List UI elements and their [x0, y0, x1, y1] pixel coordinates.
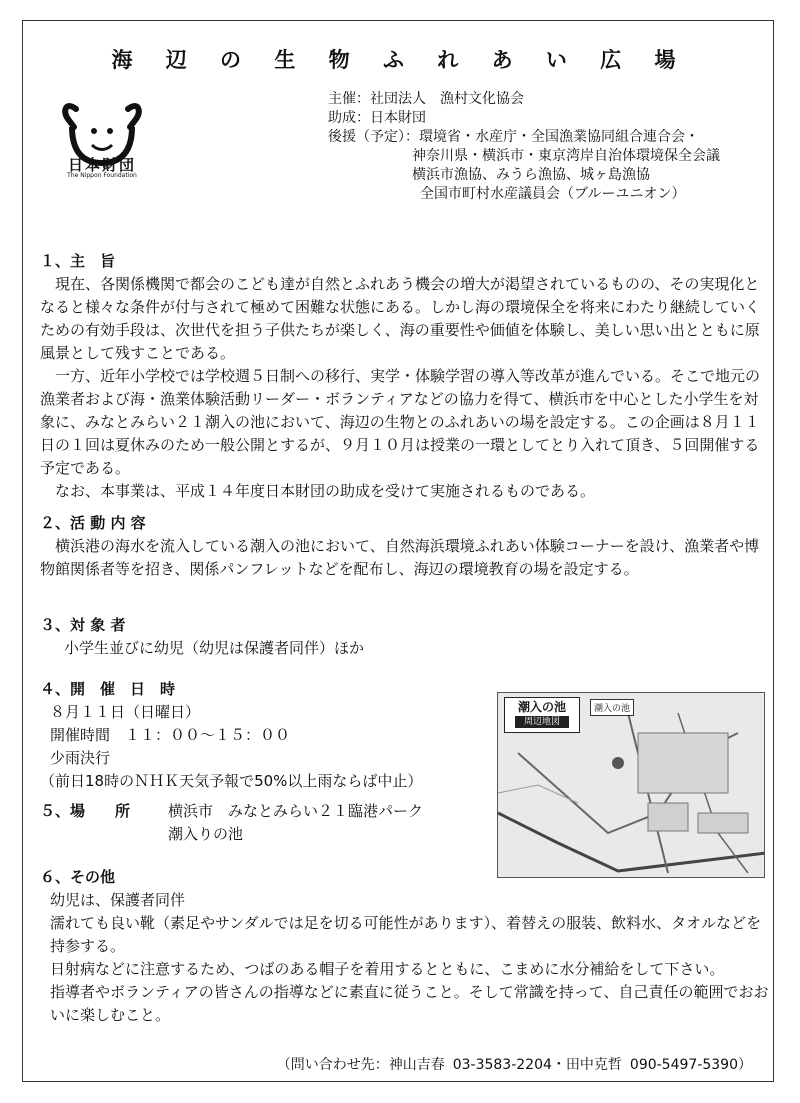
grant-line: 助成：日本財団 — [328, 110, 426, 126]
section-target — [40, 614, 770, 660]
map-subtitle: 周辺地図 — [515, 716, 569, 728]
other-item: 指導者やボランティアの皆さんの指導などに素直に従うこと。そして常識を持って、自己責任の範囲でおおいに楽しむこと。 — [50, 983, 769, 1024]
section-heading: １、主 旨 — [40, 252, 116, 270]
logo-name: 日本財団 — [67, 156, 136, 174]
paragraph: 横浜港の海水を流入している潮入の池において、自然海浜環境ふれあい体験コーナーを設け、漁業者や博物館関係者等を招き、関係パンフレットなどを配布し、海辺の環境教育の場を設定する。 — [40, 537, 760, 578]
map-title-box — [504, 697, 580, 733]
section-activity — [40, 512, 770, 581]
section-other — [40, 866, 770, 1027]
paragraph: 一方、近年小学校では学校週５日制への移行、実学・体験学習の導入等改革が進んでいる。そこで地元の漁業者および海・漁業体験活動リーダー・ボランティアなどの協力を得て、横浜市を中心とした小学生を対象に、みなとみらい２１潮入の池において、海辺の生物とのふれあいの場を設定する。この企画は８月１１日の１回は夏休みのため一般公開とするが、９月１０月は授業の一環としてとり入れて頂き、５回開催する予定である。 — [40, 367, 761, 477]
paragraph: なお、本事業は、平成１４年度日本財団の助成を受けて実施されるものである。 — [55, 482, 596, 500]
organizer-block — [328, 90, 720, 204]
contact-label: （問い合わせ先：神山吉春 — [276, 1057, 445, 1073]
place-line-1: 横浜市 みなとみらい２１臨港パーク — [168, 802, 424, 820]
support-line-1: 後援（予定）：環境省・水産庁・全国漁業協同組合連合会・ — [328, 129, 699, 145]
map-label: 潮入の池 — [590, 699, 634, 716]
contact-phone-2: 090-5497-5390） — [629, 1057, 752, 1073]
target-text: 小学生並びに幼児（幼児は保護者同伴）ほか — [64, 639, 365, 657]
section-heading: ５、場 所 — [40, 802, 131, 820]
other-item: 幼児は、保護者同伴 — [50, 891, 186, 909]
support-line-3: 横浜市漁協、みうら漁協、城ヶ島漁協 — [412, 167, 650, 183]
contact-footer — [269, 1054, 752, 1074]
rain-policy: 少雨決行 — [50, 749, 111, 767]
cancel-note: （前日18時のＮＨＫ天気予報で50%以上雨ならば中止） — [40, 772, 423, 790]
section-heading: ４、開 催 日 時 — [40, 680, 176, 698]
section-heading: ２、活 動 内 容 — [40, 514, 146, 532]
host-line: 主催：社団法人 漁村文化協会 — [328, 91, 524, 107]
section-heading: ６、その他 — [40, 868, 116, 886]
paragraph: 現在、各関係機関で都会のこども達が自然とふれあう機会の増大が渇望されているものの、その実現化となると様々な条件が付与されて極めて困難な状態にある。しかし海の環境保全を将来にわたり継続していくための有効手段は、次世代を担う子供たちが楽しく、海の重要性や価値を体験し、美しい思い出とともに原風景として残すことである。 — [40, 275, 761, 362]
support-line-4: 全国市町村水産議員会（ブルーユニオン） — [420, 186, 686, 202]
section-datetime — [40, 678, 490, 793]
logo-subtitle: The Nippon Foundation — [67, 172, 137, 179]
page-title: 海 辺 の 生 物 ふ れ あ い 広 場 — [111, 48, 689, 72]
contact-phone-1: 03-3583-2204・田中克哲 — [452, 1057, 622, 1073]
area-map — [497, 692, 765, 878]
other-item: 濡れても良い靴（素足やサンダルでは足を切る可能性があります）、着替えの服装、飲料水、タオルなどを持参する。 — [50, 914, 762, 955]
map-title: 潮入の池 — [517, 700, 566, 714]
place-line-2: 潮入りの池 — [168, 825, 244, 843]
section-heading: ３、対 象 者 — [40, 616, 126, 634]
event-time: 開催時間 １１：００～１５：００ — [50, 726, 291, 744]
section-purpose — [40, 250, 770, 503]
section-place — [40, 800, 490, 846]
support-line-2: 神奈川県・横浜市・東京湾岸自治体環境保全会議 — [412, 148, 720, 164]
event-date: ８月１１日（日曜日） — [50, 703, 201, 721]
other-item: 日射病などに注意するため、つばのある帽子を着用するとともに、こまめに水分補給をして下さい。 — [50, 960, 725, 978]
